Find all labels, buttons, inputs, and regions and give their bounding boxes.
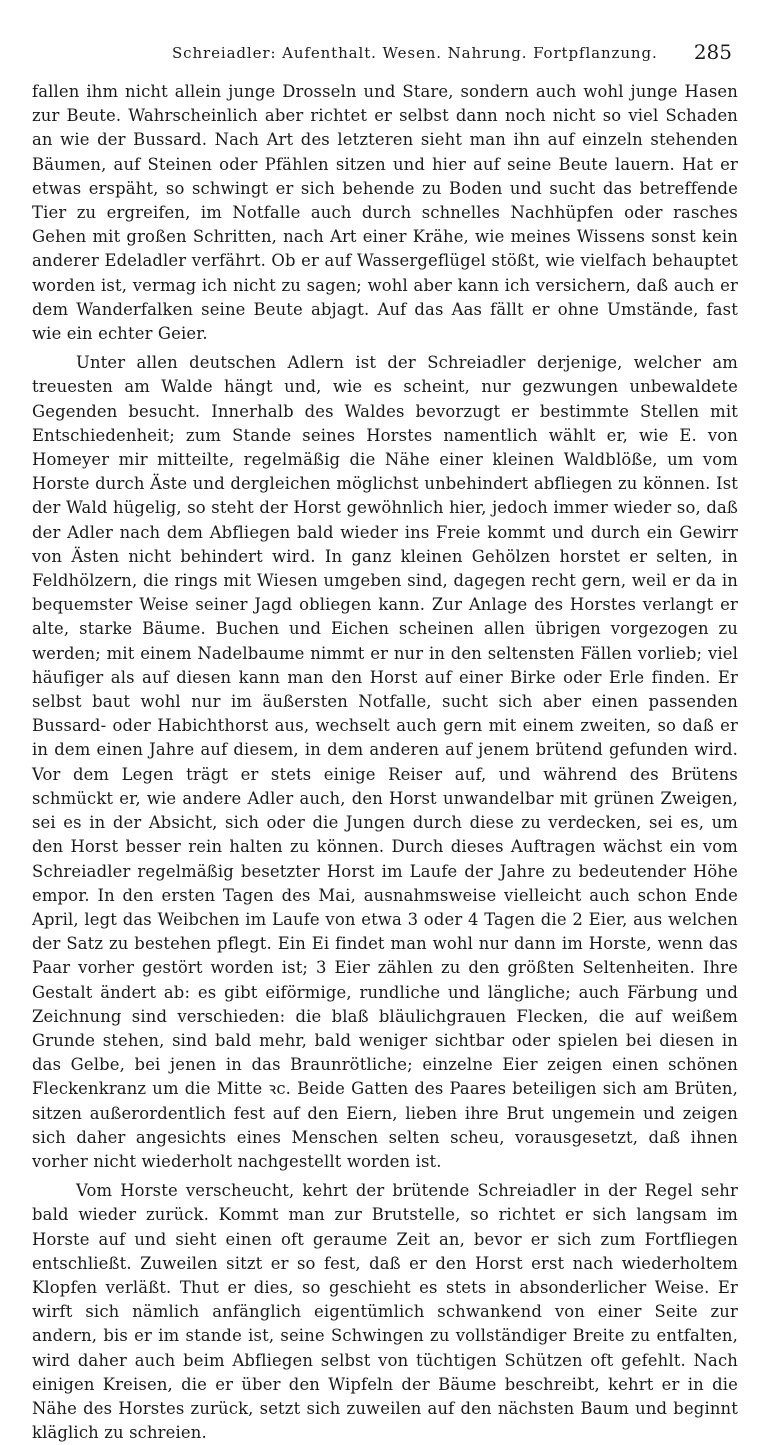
page-header — [32, 40, 738, 66]
paragraph-nesting: Unter allen deutschen Adlern ist der Schreiadler derjenige, welcher am treuesten am Walde hängt und, wie es scheint, nur gezwungen unbewaldete Gegenden besucht. Innerhalb des Waldes bevorzugt er bestimmte Stellen mit Entschiedenheit; zum Stande seines Horstes namentlich wählt er, wie E. von Homeyer mir mitteilte, regelmäßig die Nähe einer kleinen Waldblöße, um vom Horste durch Äste und dergleichen möglichst unbehindert abfliegen zu können. Ist der Wald hügelig, so steht der Horst gewöhnlich hier, jedoch immer wieder so, daß der Adler nach dem Abfliegen bald wieder ins Freie kommt und durch ein Gewirr von Ästen nicht behindert wird. In ganz kleinen Gehölzen horstet er selten, in Feldhölzern, die rings mit Wiesen umgeben sind, dagegen recht gern, weil er da in bequemster Weise seiner Jagd obliegen kann. Zur Anlage des Horstes verlangt er alte, starke Bäume. Buchen und Eichen scheinen allen übrigen vorgezogen zu werden; mit einem Nadelbaume nimmt er nur in den seltensten Fällen vorlieb; viel häufiger als auf diesen kann man den Horst auf einer Birke oder Erle finden. Er selbst baut wohl nur im äußersten Notfalle, sucht sich aber einen passenden Bussard- oder Habichthorst aus, wechselt auch gern mit einem zweiten, so daß er in dem einen Jahre auf diesem, in dem anderen auf jenem brütend gefunden wird. Vor dem Legen trägt er stets einige Reiser auf, und während des Brütens schmückt er, wie andere Adler auch, den Horst unwandelbar mit grünen Zweigen, sei es in der Absicht, sich oder die Jungen durch diese zu verdecken, sei es, um den Horst besser rein halten zu können. Durch dieses Auftragen wächst ein vom Schreiadler regelmäßig besetzter Horst im Laufe der Jahre zu bedeutender Höhe empor. In den ersten Tagen des Mai, ausnahmsweise vielleicht auch schon Ende April, legt das Weibchen im Laufe von etwa 3 oder 4 Tagen die 2 Eier, aus welchen der Satz zu bestehen pflegt. Ein Ei findet man wohl nur dann im Horste, wenn das Paar vorher gestört worden ist; 3 Eier zählen zu den größten Seltenheiten. Ihre Gestalt ändert ab: es gibt eiförmige, rundliche und längliche; auch Färbung und Zeichnung sind verschieden: die blaß bläulichgrauen Flecken, die auf weißem Grunde stehen, sind bald mehr, bald weniger sichtbar oder spielen bei diesen in das Gelbe, bei jenen in das Braunrötliche; einzelne Eier zeigen einen schönen Fleckenkranz um die Mitte ꝛc. Beide Gatten des Paares beteiligen sich am Brüten, sitzen außerordentlich fest auf den Eiern, lieben ihre Brut ungemein und zeigen sich daher angesichts eines Menschen selten scheu, vorausgesetzt, daß ihnen vorher nicht wiederholt nachgestellt worden ist. — [32, 353, 738, 1171]
book-page — [32, 40, 738, 1445]
body-text — [32, 80, 738, 1445]
page-number: 285 — [693, 40, 732, 64]
running-head: Schreiadler: Aufenthalt. Wesen. Nahrung. Fortpflanzung. — [172, 44, 658, 62]
paragraph-continued: fallen ihm nicht allein junge Drosseln und Stare, sondern auch wohl junge Hasen zur Beute. Wahrscheinlich aber richtet er selbst dann noch nicht so viel Schaden an wie der Bussard. Nach Art des letzteren sieht man ihn auf einzeln stehenden Bäumen, auf Steinen oder Pfählen sitzen und hier auf seine Beute lauern. Hat er etwas erspäht, so schwingt er sich behende zu Boden und sucht das betreffende Tier zu ergreifen, im Notfalle auch durch schnelles Nachhüpfen oder rasches Gehen mit großen Schritten, nach Art einer Krähe, wie meines Wissens sonst kein anderer Edeladler verfährt. Ob er auf Wassergeflügel stößt, wie vielfach behauptet worden ist, vermag ich nicht zu sagen; wohl aber kann ich versichern, daß auch er dem Wanderfalken seine Beute abjagt. Auf das Aas fällt er ohne Umstände, fast wie ein echter Geier. — [32, 82, 738, 344]
paragraph-behavior: Vom Horste verscheucht, kehrt der brütende Schreiadler in der Regel sehr bald wieder zurück. Kommt man zur Brutstelle, so richtet er sich langsam im Horste auf und sieht einen oft geraume Zeit an, bevor er sich zum Fortfliegen entschließt. Zuweilen sitzt er so fest, daß er den Horst erst nach wiederholtem Klopfen verläßt. Thut er dies, so geschieht es stets in absonderlicher Weise. Er wirft sich nämlich anfänglich eigentümlich schwankend von einer Seite zur andern, bis er im stande ist, seine Schwingen zu vollständiger Breite zu entfalten, wird daher auch beim Abfliegen selbst von tüchtigen Schützen oft gefehlt. Nach einigen Kreisen, die er über den Wipfeln der Bäume beschreibt, kehrt er in die Nähe des Horstes zurück, setzt sich zuweilen auf den nächsten Baum und beginnt kläglich zu schreien. — [32, 1181, 738, 1443]
